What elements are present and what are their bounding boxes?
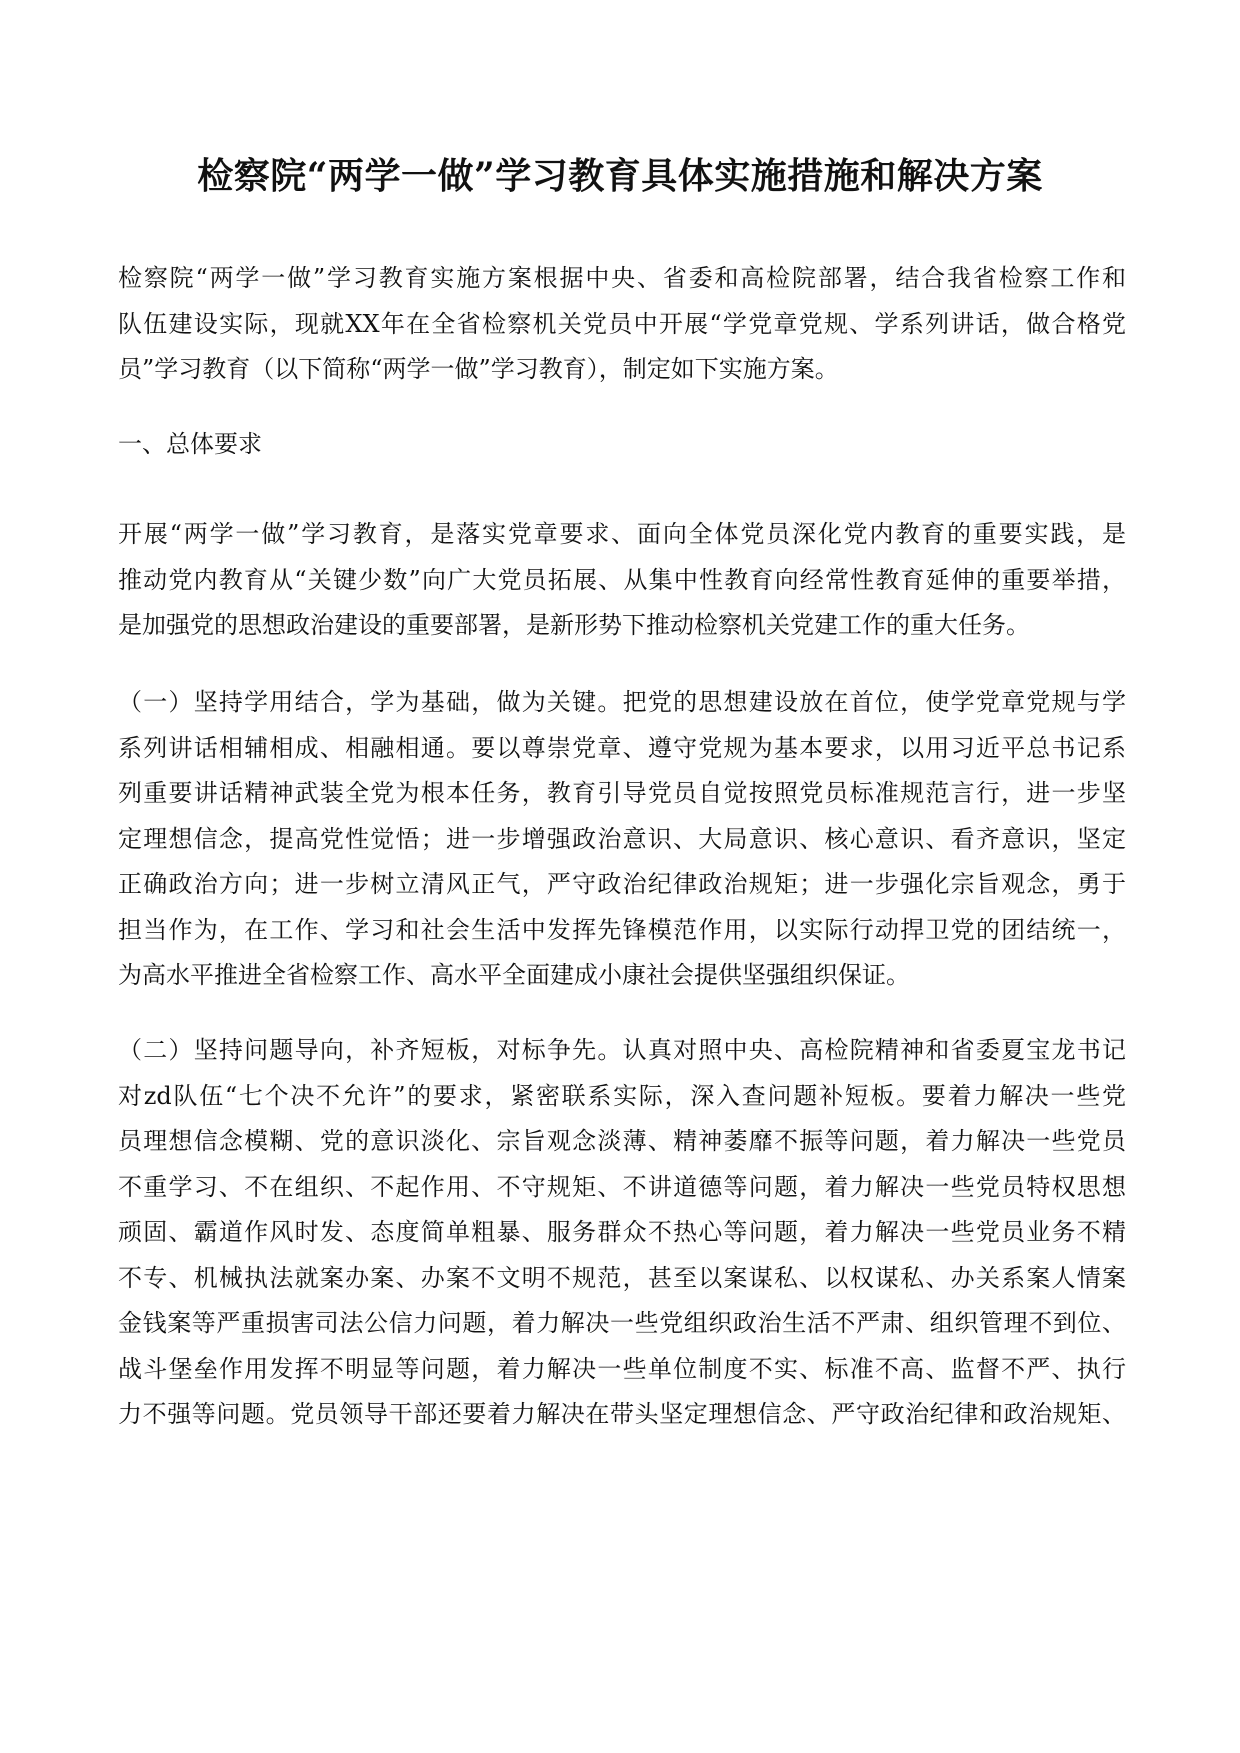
text-line: 一、总体要求 bbox=[118, 430, 262, 458]
text-line: 为高水平推进全省检察工作、高水平全面建成小康社会提供坚强组织保证。 bbox=[118, 961, 910, 989]
text-line: 正确政治方向；进一步树立清风正气，严守政治纪律政治规矩；进一步强化宗旨观念，勇于 bbox=[118, 870, 1126, 898]
text-line: 系列讲话相辅相成、相融相通。要以尊崇党章、遵守党规为基本要求，以用习近平总书记系 bbox=[118, 733, 1126, 762]
text-line: 担当作为，在工作、学习和社会生活中发挥先锋模范作用，以实际行动捍卫党的团结统一， bbox=[118, 915, 1126, 944]
text-line: 战斗堡垒作用发挥不明显等问题，着力解决一些单位制度不实、标准不高、监督不严、执行 bbox=[118, 1354, 1126, 1383]
paragraph-intro bbox=[118, 256, 1126, 393]
paragraph-point-two bbox=[118, 1028, 1126, 1438]
text-line: 不专、机械执法就案办案、办案不文明不规范，甚至以案谋私、以权谋私、办关系案人情案 bbox=[118, 1263, 1126, 1292]
text-line: 不重学习、不在组织、不起作用、不守规矩、不讲道德等问题，着力解决一些党员特权思想 bbox=[118, 1172, 1126, 1201]
text-line: 列重要讲话精神武装全党为根本任务，教育引导党员自觉按照党员标准规范言行，进一步坚 bbox=[118, 779, 1126, 807]
paragraph-overview bbox=[118, 512, 1126, 649]
text-line: 金钱案等严重损害司法公信力问题，着力解决一些党组织政治生活不严肃、组织管理不到位、 bbox=[118, 1309, 1126, 1337]
text-line: （一）坚持学用结合，学为基础，做为关键。把党的思想建设放在首位，使学党章党规与学 bbox=[118, 688, 1126, 716]
text-line: 力不强等问题。党员领导干部还要着力解决在带头坚定理想信念、严守政治纪律和政治规矩、 bbox=[118, 1400, 1126, 1428]
document-title: 检察院“两学一做”学习教育具体实施措施和解决方案 bbox=[197, 155, 1043, 197]
text-line: 检察院“两学一做”学习教育实施方案根据中央、省委和高检院部署，结合我省检察工作和 bbox=[118, 264, 1126, 292]
text-line: 顽固、霸道作风时发、态度简单粗暴、服务群众不热心等问题，着力解决一些党员业务不精 bbox=[118, 1218, 1126, 1246]
text-line: 开展“两学一做”学习教育，是落实党章要求、面向全体党员深化党内教育的重要实践，是 bbox=[118, 520, 1126, 548]
text-line: 员理想信念模糊、党的意识淡化、宗旨观念淡薄、精神萎靡不振等问题，着力解决一些党员 bbox=[118, 1127, 1126, 1155]
text-line: 推动党内教育从“关键少数”向广大党员拓展、从集中性教育向经常性教育延伸的重要举措， bbox=[118, 565, 1126, 594]
section-heading bbox=[118, 422, 1126, 468]
text-line: 员”学习教育（以下简称“两学一做”学习教育），制定如下实施方案。 bbox=[118, 355, 839, 383]
text-line: 对zd队伍“七个决不允许”的要求，紧密联系实际，深入查问题补短板。要着力解决一些党 bbox=[118, 1081, 1126, 1110]
text-line: 定理想信念，提高党性觉悟；进一步增强政治意识、大局意识、核心意识、看齐意识，坚定 bbox=[118, 824, 1126, 853]
text-line: 队伍建设实际，现就XX年在全省检察机关党员中开展“学党章党规、学系列讲话，做合格党 bbox=[118, 309, 1126, 338]
text-line: （二）坚持问题导向，补齐短板，对标争先。认真对照中央、高检院精神和省委夏宝龙书记 bbox=[118, 1036, 1126, 1064]
paragraph-point-one bbox=[118, 680, 1126, 999]
text-line: 是加强党的思想政治建设的重要部署，是新形势下推动检察机关党建工作的重大任务。 bbox=[118, 611, 1030, 639]
